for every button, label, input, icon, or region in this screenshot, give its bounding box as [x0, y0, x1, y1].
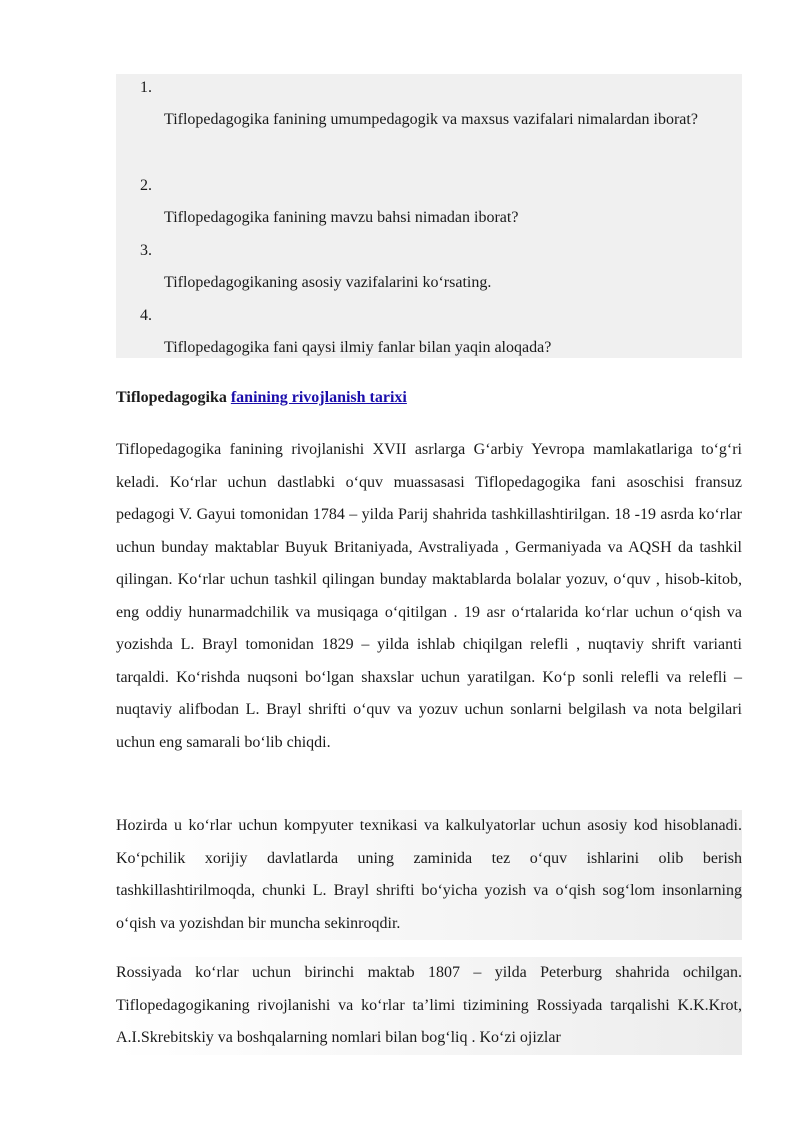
question-number: 2. — [140, 177, 152, 194]
paragraph: Hozirda u ko‘rlar uchun kompyuter texnikasi va kalkulyatorlar uchun asosiy kod hisoblanadi. Ko‘pchilik xorijiy davlatlarda uning zaminida tez o‘quv ishlarini olib berish tashkillashtirilmoqda, chunki L. Brayl shrifti bo‘yicha yozish va o‘qish sog‘lom insonlarning o‘qish va yozishdan bir muncha sekinroqdir. — [116, 810, 742, 940]
section-heading — [116, 386, 407, 410]
section-title: Tiflopedagogika — [116, 389, 231, 406]
question-text: Tiflopedagogika fani qaysi ilmiy fanlar bilan yaqin aloqada? — [164, 339, 552, 356]
question-text: Tiflopedagogika fanining mavzu bahsi nimadan iborat? — [164, 209, 519, 226]
question-number: 3. — [140, 242, 152, 259]
question-text: Tiflopedagogika fanining umumpedagogik va maxsus vazifalari nimalardan iborat? — [164, 111, 698, 128]
section-title-link[interactable]: fanining rivojlanish tarixi — [230, 389, 407, 406]
paragraph: Tiflopedagogika fanining rivojlanishi XVII asrlarga G‘arbiy Yevropa mamlakatlariga to‘g‘ri keladi. Ko‘rlar uchun dastlabki o‘quv muassasasi Tiflopedagogika fani asoschisi fransuz pedagogi V. Gayui tomonidan 1784 – yilda Parij shahrida tashkillashtirilgan. 18 -19 asrda ko‘rlar uchun bunday maktablar Buyuk Britaniyada, Avstraliyada , Germaniyada va AQSH da tashkil qilingan. Ko‘rlar uchun tashkil qilingan bunday maktablarda bolalar yozuv, o‘quv , hisob-kitob, eng oddiy hunarmadchilik va musiqaga o‘qitilgan . 19 asr o‘rtalarida ko‘rlar uchun o‘qish va yozishda L. Brayl tomonidan 1829 – yilda ishlab chiqilgan relefli , nuqtaviy shrift varianti tarqaldi. Ko‘rishda nuqsoni bo‘lgan shaxslar uchun yaratilgan. Ko‘p sonli relefli va relefli – nuqtaviy alifbodan L. Brayl shrifti o‘quv va yozuv uchun sonlarni belgilash va nota belgilari uchun eng samarali bo‘lib chiqdi. — [116, 441, 742, 751]
question-text: Tiflopedagogikaning asosiy vazifalarini ko‘rsating. — [164, 274, 492, 291]
question-number: 4. — [140, 307, 152, 324]
paragraph: Rossiyada ko‘rlar uchun birinchi maktab 1807 – yilda Peterburg shahrida ochilgan. Tiflopedagogikaning rivojlanishi va ko‘rlar ta’limi tizimining Rossiyada tarqalishi K.K.Krot, A.I.Skrebitskiy va boshqalarning nomlari bilan bog‘liq . Ko‘zi ojizlar — [116, 957, 742, 1055]
question-number: 1. — [140, 79, 152, 96]
